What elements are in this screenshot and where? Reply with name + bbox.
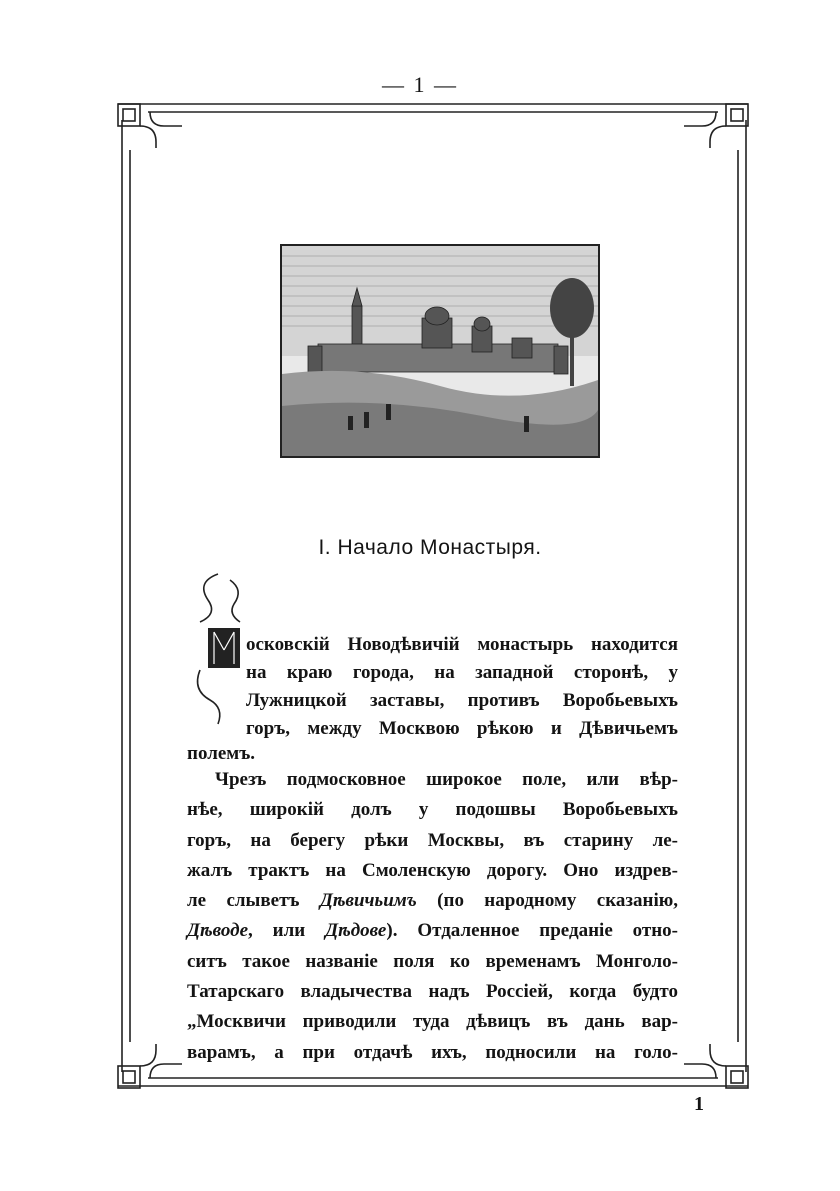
paragraph-1-line: на краю города, на западной сторонѣ, у bbox=[246, 662, 678, 683]
paragraph-1-line: горъ, между Москвою рѣкою и Дѣвичьемъ bbox=[246, 718, 678, 739]
paragraph-1-line: Лужницкой заставы, противъ Воробьевыхъ bbox=[246, 690, 678, 711]
paragraph-2-line: ле слыветъ Дѣвичьимъ (по народному сказанію, bbox=[187, 890, 678, 912]
paragraph-2-line: нѣе, широкій долъ у подошвы Воробьевыхъ bbox=[187, 799, 678, 821]
paragraph-2-line: горъ, на берегу рѣки Москвы, въ старину ле- bbox=[187, 829, 678, 851]
paragraph-2-line: Чрезъ подмосковное широкое поле, или вѣр- bbox=[215, 769, 678, 790]
ornamental-drop-cap-letter bbox=[190, 570, 246, 730]
monastery-engraving bbox=[280, 244, 600, 458]
paragraph-2-line: Дѣводе, или Дѣдове). Отдаленное преданіе отно- bbox=[187, 920, 678, 942]
paragraph-2-line: жалъ трактъ на Смоленскую дорогу. Оно издрев- bbox=[187, 859, 678, 881]
paragraph-2 bbox=[187, 765, 678, 1068]
page-number-top: — 1 — bbox=[382, 72, 458, 97]
paragraph-2-line: „Москвичи приводили туда дѣвицъ въ дань вар- bbox=[187, 1011, 678, 1033]
paragraph-1-line: осковскій Новодѣвичій монастырь находится bbox=[246, 634, 678, 655]
paragraph-1 bbox=[246, 631, 678, 743]
paragraph-2-line: ситъ такое названіе поля ко временамъ Монголо- bbox=[187, 950, 678, 972]
paragraph-1-tail: полемъ. bbox=[187, 743, 256, 764]
chapter-title: I. Начало Монастыря. bbox=[318, 536, 542, 559]
page-number-bottom: 1 bbox=[694, 1093, 704, 1115]
paragraph-2-line: Татарскаго владычества надъ Россіей, когда будто bbox=[187, 981, 678, 1003]
paragraph-2-line: варамъ, а при отдачѣ ихъ, подносили на голо- bbox=[187, 1041, 678, 1063]
